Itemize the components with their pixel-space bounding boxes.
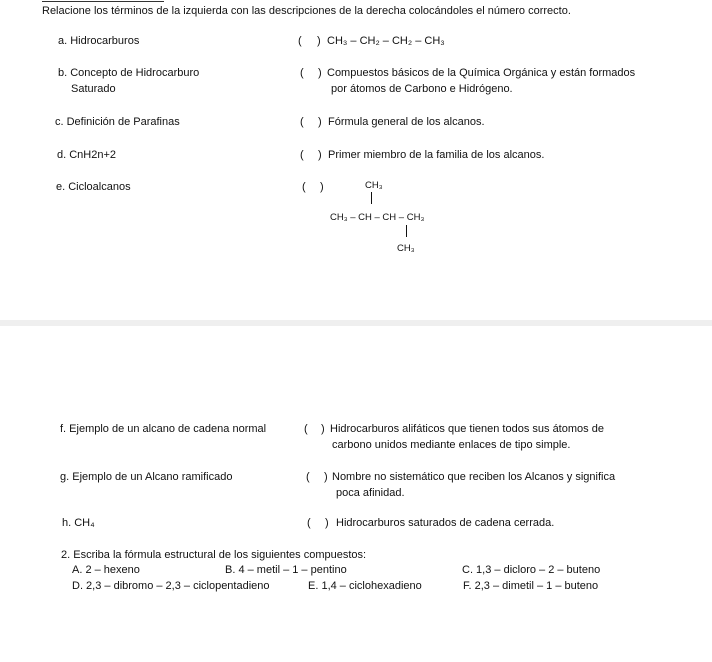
left-item-e: e. Cicloalcanos	[56, 181, 131, 193]
right-item-2-cont: por átomos de Carbono e Hidrógeno.	[331, 83, 513, 95]
formula-bottom-group: CH₃	[397, 243, 415, 254]
compound-f: F. 2,3 – dimetil – 1 – buteno	[463, 580, 599, 592]
answer-paren-open: (	[300, 67, 304, 79]
right-item-7-cont: poca afinidad.	[336, 487, 405, 499]
right-item-3: Fórmula general de los alcanos.	[328, 116, 485, 128]
answer-paren-open: (	[300, 116, 304, 128]
answer-paren-close: )	[318, 116, 322, 128]
left-item-g: g. Ejemplo de un Alcano ramificado	[60, 471, 233, 483]
section-2-title: 2. Escriba la fórmula estructural de los siguientes compuestos:	[61, 549, 367, 561]
answer-paren-open: (	[302, 181, 306, 193]
compound-c: C. 1,3 – dicloro – 2 – buteno	[462, 564, 601, 576]
answer-paren-close: )	[317, 35, 321, 47]
left-item-a: a. Hidrocarburos	[58, 35, 140, 47]
compound-d: D. 2,3 – dibromo – 2,3 – ciclopentadieno	[72, 580, 270, 592]
page-separator	[0, 320, 712, 326]
right-item-6: Hidrocarburos alifáticos que tienen todos sus átomos de	[330, 423, 604, 435]
compound-e: E. 1,4 – ciclohexadieno	[308, 580, 422, 592]
answer-paren-open: (	[307, 517, 311, 529]
left-item-b-cont: Saturado	[71, 83, 116, 95]
answer-paren-close: )	[318, 149, 322, 161]
answer-paren-close: )	[324, 471, 328, 483]
answer-paren-open: (	[298, 35, 302, 47]
formula-bond-down	[406, 225, 407, 237]
right-item-1: CH₃ – CH₂ – CH₂ – CH₃	[327, 35, 445, 47]
answer-paren-close: )	[321, 423, 325, 435]
left-item-d: d. CnH2n+2	[57, 149, 117, 161]
left-item-b: b. Concepto de Hidrocarburo	[58, 67, 200, 79]
structural-formula	[325, 178, 475, 260]
left-item-f: f. Ejemplo de un alcano de cadena normal	[60, 423, 267, 435]
answer-paren-close: )	[318, 67, 322, 79]
compound-b: B. 4 – metil – 1 – pentino	[225, 564, 347, 576]
answer-paren-close: )	[320, 181, 324, 193]
formula-bond-up	[371, 192, 372, 204]
answer-paren-open: (	[304, 423, 308, 435]
right-item-4: Primer miembro de la familia de los alcanos.	[328, 149, 545, 161]
formula-top-group: CH₃	[365, 180, 383, 191]
top-rule	[42, 1, 164, 2]
answer-paren-close: )	[325, 517, 329, 529]
right-item-8: Hidrocarburos saturados de cadena cerrada.	[336, 517, 555, 529]
compound-a: A. 2 – hexeno	[72, 564, 140, 576]
left-item-c: c. Definición de Parafinas	[55, 116, 180, 128]
answer-paren-open: (	[306, 471, 310, 483]
answer-paren-open: (	[300, 149, 304, 161]
right-item-7: Nombre no sistemático que reciben los Alcanos y significa	[332, 471, 616, 483]
formula-chain: CH₃ – CH – CH – CH₃	[330, 212, 425, 223]
left-item-h: h. CH₄	[62, 517, 95, 529]
right-item-6-cont: carbono unidos mediante enlaces de tipo simple.	[332, 439, 571, 451]
right-item-2: Compuestos básicos de la Química Orgánica y están formados	[327, 67, 636, 79]
instruction-text: Relacione los términos de la izquierda con las descripciones de la derecha colocándoles el número correcto.	[42, 5, 571, 17]
